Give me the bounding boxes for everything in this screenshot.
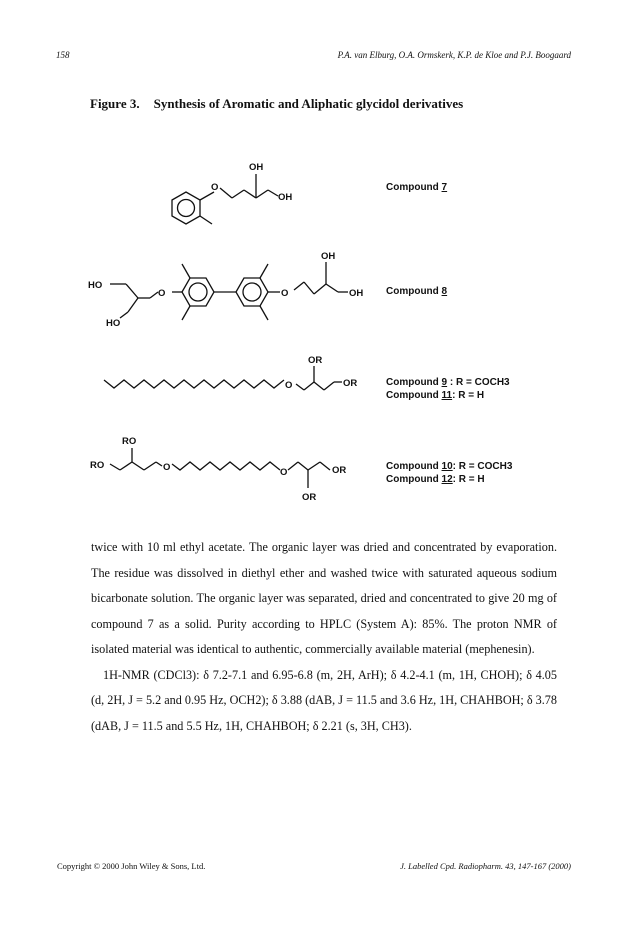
reaction-scheme <box>0 140 627 520</box>
footer-copyright: Copyright © 2000 John Wiley & Sons, Ltd. <box>57 861 206 871</box>
compound-number: 12 <box>441 474 453 485</box>
compound-prefix: Compound <box>386 474 442 485</box>
figure-caption <box>90 96 463 112</box>
atom-oh: OH <box>278 192 293 203</box>
figure-number: Figure 3. <box>90 96 140 111</box>
atom-oh: OH <box>349 288 364 299</box>
compound-prefix: Compound <box>386 461 442 472</box>
page-number: 158 <box>56 50 70 60</box>
compound-prefix: Compound <box>386 390 442 401</box>
compound-suffix: : R = H <box>452 390 485 401</box>
compound-label-11 <box>386 390 484 401</box>
atom-o: O <box>163 462 171 473</box>
atom-o: O <box>280 467 288 478</box>
body-paragraph-1: twice with 10 ml ethyl acetate. The organic layer was dried and concentrated by evaporation. The residue was dissolved in diethyl ether and washed twice with saturated aqueous sodium bicarbonate solution. The organic layer was separated, dried and concentrated to give 20 mg of compound 7 as a solid. Purity according to HPLC (System A): 85%. The proton NMR of isolated material was identical to authentic, commercially available material (mephenesin). <box>91 540 557 656</box>
compound-suffix: : R = COCH3 <box>447 377 510 388</box>
compound-suffix: : R = H <box>452 474 485 485</box>
atom-o: O <box>211 182 219 193</box>
nmr-paragraph: 1H-NMR (CDCl3): δ 7.2-7.1 and 6.95-6.8 (m, 2H, ArH); δ 4.2-4.1 (m, 1H, CHOH); δ 4.05 (d, 2H, J = 5.2 and 0.95 Hz, OCH2); δ 3.88 (dAB, J = 11.5 and 3.6 Hz, 1H, CHAHBOH; δ 3.78 (dAB, J = 11.5 and 5.5 Hz, 1H, CHAHBOH; δ 2.21 (s, 3H, CH3). <box>91 667 557 733</box>
compound-label-8 <box>386 286 447 297</box>
body-text <box>91 535 557 739</box>
atom-o: O <box>281 288 289 299</box>
compound-label-10 <box>386 461 512 472</box>
structure-compound-8 <box>110 262 348 320</box>
compound-suffix: : R = COCH3 <box>452 461 513 472</box>
compound-number: 11 <box>441 390 453 401</box>
compound-prefix: Compound <box>386 182 442 193</box>
compound-label-12 <box>386 474 485 485</box>
compound-number: 7 <box>441 182 448 193</box>
atom-o: O <box>158 288 166 299</box>
compound-label-7 <box>386 182 447 193</box>
atom-ho: HO <box>106 318 121 329</box>
atom-oh: OH <box>321 251 336 262</box>
atom-ro: RO <box>90 460 105 471</box>
structure-compound-9-11 <box>104 366 342 390</box>
footer-journal: J. Labelled Cpd. Radiopharm. 43, 147-167 (2000) <box>400 861 571 871</box>
atom-ro: RO <box>122 436 137 447</box>
atom-oh: OH <box>249 162 264 173</box>
running-header-authors: P.A. van Elburg, O.A. Ormskerk, K.P. de Kloe and P.J. Boogaard <box>337 50 571 60</box>
atom-or: OR <box>308 355 323 366</box>
compound-prefix: Compound <box>386 286 442 297</box>
compound-number: 10 <box>441 461 453 472</box>
atom-ho: HO <box>88 280 103 291</box>
compound-prefix: Compound <box>386 377 442 388</box>
structure-compound-7 <box>172 174 278 224</box>
atom-o: O <box>285 380 293 391</box>
atom-or: OR <box>332 465 347 476</box>
atom-or: OR <box>343 378 358 389</box>
structure-compound-10-12 <box>110 448 330 488</box>
compound-number: 9 <box>441 377 448 388</box>
compound-label-9 <box>386 377 510 388</box>
compound-number: 8 <box>441 286 448 297</box>
chemical-structures <box>0 140 627 520</box>
atom-or: OR <box>302 492 317 503</box>
figure-title: Synthesis of Aromatic and Aliphatic glycidol derivatives <box>153 96 464 111</box>
